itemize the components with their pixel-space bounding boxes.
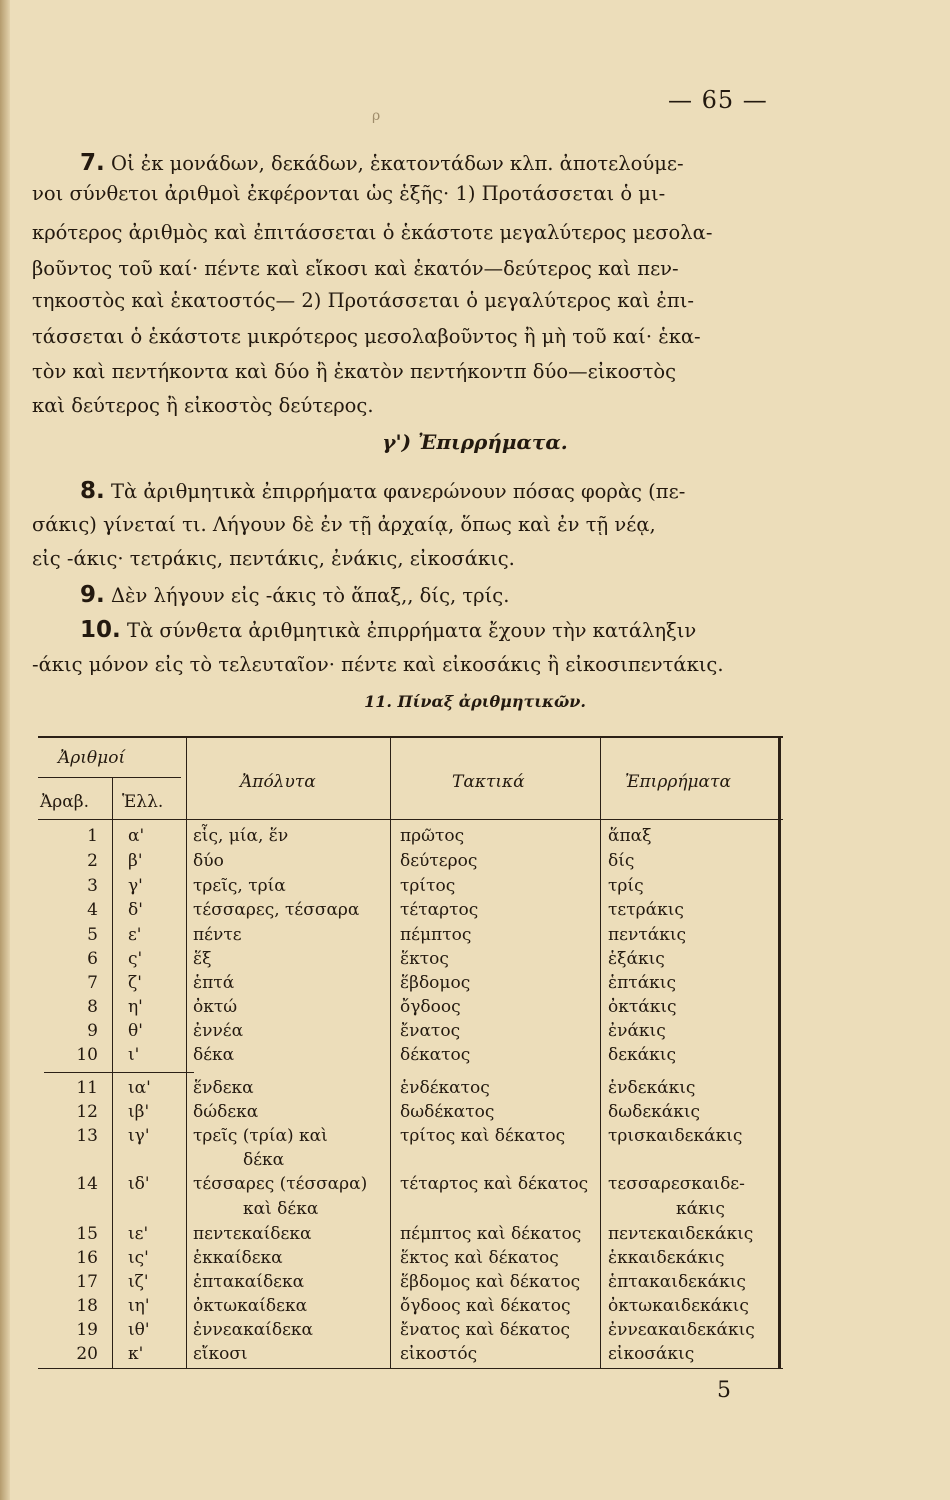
section-number: 7. [80, 150, 105, 176]
table-title: 11. Πίναξ ἀριθμητικῶν. [364, 692, 586, 711]
section-number: 8. [80, 478, 105, 504]
ink-smudge: ρ [372, 108, 381, 124]
header-numbers: Ἀριθμοί [58, 748, 126, 768]
header-bottom-rule [38, 819, 783, 820]
table-row-continuation: καὶ δέκα κάκις [243, 1199, 725, 1219]
section-8-line-3: εἰς -άκις· τετράκις, πεντάκις, ἐνάκις, εἰκοσάκις. [32, 547, 515, 570]
header-absolute: Ἀπόλυτα [240, 772, 316, 792]
table-row: 2 β' δύο δεύτερος δίς [87, 851, 635, 871]
table-row: 16 ις' ἑκκαίδεκα ἕκτος καὶ δέκατος ἑκκαιδεκάκις [76, 1248, 725, 1268]
section-7-line-4: βοῦντος τοῦ καί· πέντε καὶ εἴκοσι καὶ ἑκατόν—δεύτερος καὶ πεν- [32, 257, 679, 280]
table-row: 12 ιβ' δώδεκα δωδέκατος δωδεκάκις [76, 1102, 701, 1122]
section-number: 9. [80, 582, 105, 608]
section-7-line-3: κρότερος ἀριθμὸς καὶ ἐπιτάσσεται ὁ ἑκάστοτε μεγαλύτερος μεσολα- [32, 221, 713, 244]
table-row: 17 ιζ' ἑπτακαίδεκα ἕβδομος καὶ δέκατος ἑπτακαιδεκάκις [76, 1272, 746, 1292]
header-greek: Ἑλλ. [122, 792, 164, 812]
section-heading-adverbs: γ') Ἐπιρρήματα. [382, 430, 568, 454]
page-number: — 65 — [668, 86, 768, 114]
section-number: 10. [80, 617, 121, 643]
table-row: 6 ς' ἕξ ἕκτος ἑξάκις [87, 949, 665, 969]
table-row: 9 θ' ἐννέα ἔνατος ἐνάκις [87, 1021, 666, 1041]
table-row: 15 ιε' πεντεκαίδεκα πέμπτος καὶ δέκατος πεντεκαιδεκάκις [76, 1224, 754, 1244]
section-10-line-1: 10. Τὰ σύνθετα ἀριθμητικὰ ἐπιρρήματα ἔχουν τὴν κατάληξιν [80, 617, 697, 643]
table-row: 10 ι' δέκα δέκατος δεκάκις [76, 1045, 676, 1065]
section-7-line-1: 7. Οἱ ἐκ μονάδων, δεκάδων, ἑκατοντάδων κλπ. ἀποτελούμε- [80, 150, 684, 176]
section-9: 9. Δὲν λήγουν εἰς -άκις τὸ ἅπαξ,, δίς, τρίς. [80, 582, 510, 608]
header-arabic: Ἀραβ. [40, 792, 89, 812]
table-row: 3 γ' τρεῖς, τρία τρίτος τρίς [87, 876, 644, 896]
section-7-line-8: καὶ δεύτερος ἢ εἰκοστὸς δεύτερος. [32, 394, 374, 417]
table-row: 5 ε' πέντε πέμπτος πεντάκις [87, 925, 687, 945]
section-8-line-2: σάκις) γίνεταί τι. Λήγουν δὲ ἐν τῇ ἀρχαίᾳ, ὅπως καὶ ἐν τῇ νέᾳ, [32, 513, 656, 536]
section-7-line-2: νοι σύνθετοι ἀριθμοὶ ἐκφέρονται ὡς ἑξῆς· 1) Προτάσσεται ὁ μι- [32, 182, 666, 205]
table-row: 1 α' εἷς, μία, ἕν πρῶτος ἅπαξ [87, 826, 652, 846]
table-row: 13 ιγ' τρεῖς (τρία) καὶ τρίτος καὶ δέκατος τρισκαιδεκάκις [76, 1126, 743, 1146]
table-row-continuation: δέκα [243, 1150, 285, 1170]
table-top-rule [38, 736, 783, 738]
section-7-line-6: τάσσεται ὁ ἑκάστοτε μικρότερος μεσολαβοῦντος ἢ μὴ τοῦ καί· ἑκα- [32, 325, 701, 348]
table-row: 18 ιη' ὀκτωκαίδεκα ὄγδοος καὶ δέκατος ὀκτωκαιδεκάκις [76, 1296, 749, 1316]
header-adverbs: Ἐπιρρήματα [625, 772, 731, 792]
signature-mark: 5 [717, 1378, 731, 1403]
table-bottom-rule [38, 1368, 783, 1369]
header-ordinal: Τακτικά [452, 772, 525, 792]
section-7-line-5: τηκοστὸς καὶ ἑκατοστός— 2) Προτάσσεται ὁ μεγαλύτερος καὶ ἐπι- [32, 289, 694, 312]
section-10-line-2: -άκις μόνον εἰς τὸ τελευταῖον· πέντε καὶ εἰκοσάκις ἢ εἰκοσιπεντάκις. [32, 653, 724, 676]
section-8-line-1: 8. Τὰ ἀριθμητικὰ ἐπιρρήματα φανερώνουν πόσας φορὰς (πε- [80, 478, 686, 504]
table-row: 14 ιδ' τέσσαρες (τέσσαρα) τέταρτος καὶ δέκατος τεσσαρεσκαιδε- [76, 1174, 745, 1194]
table-row: 7 ζ' ἑπτά ἕβδομος ἑπτάκις [87, 973, 676, 993]
table-row: 4 δ' τέσσαρες, τέσσαρα τέταρτος τετράκις [87, 900, 684, 920]
table-row: 19 ιθ' ἐννεακαίδεκα ἔνατος καὶ δέκατος ἐννεακαιδεκάκις [76, 1320, 755, 1340]
table-row: 8 η' ὀκτώ ὄγδοος ὀκτάκις [87, 997, 677, 1017]
table-row: 11 ια' ἕνδεκα ἑνδέκατος ἑνδεκάκις [76, 1078, 696, 1098]
row-group-rule [44, 1072, 194, 1073]
table-row: 20 κ' εἴκοσι εἰκοστός εἰκοσάκις [76, 1344, 695, 1364]
section-7-line-7: τὸν καὶ πεντήκοντα καὶ δύο ἢ ἑκατὸν πεντήκοντπ δύο—εἰκοστὸς [32, 360, 677, 383]
header-sub-rule [38, 777, 181, 778]
